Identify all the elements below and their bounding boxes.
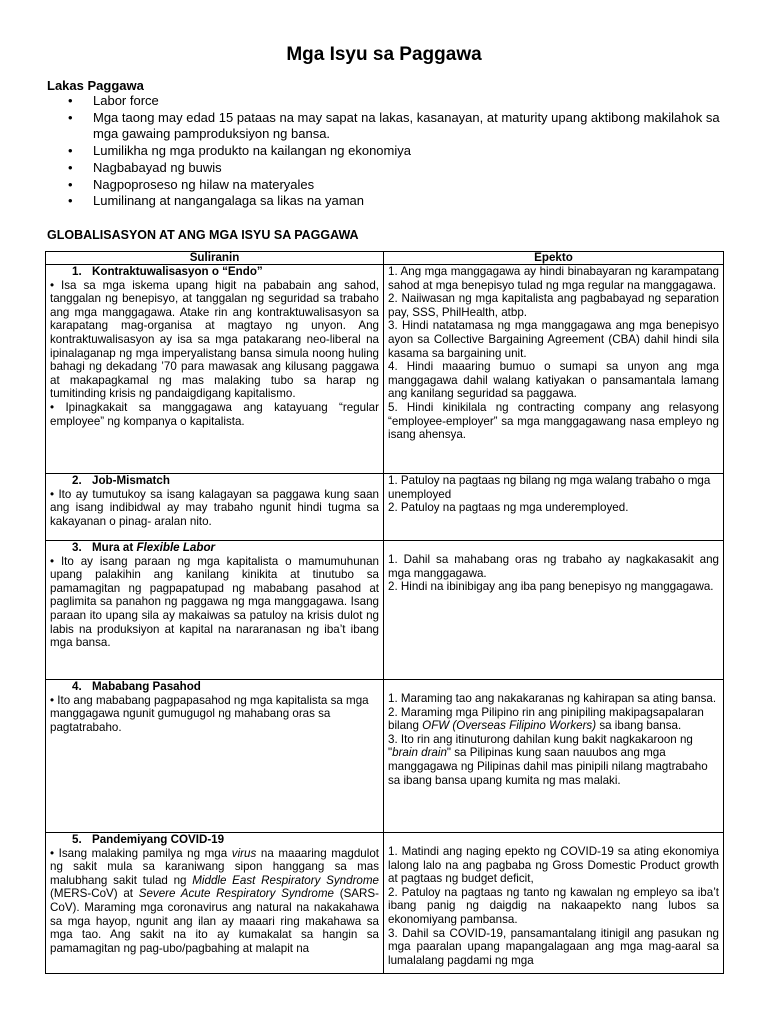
epekto-item: 2. Maraming mga Pilipino rin ang pinipiling makipagsapalaran bilang OFW (Overseas Filipino Workers) sa ibang bansa. [388, 705, 704, 733]
section-heading: GLOBALISASYON AT ANG MGA ISYU SA PAGGAWA [47, 228, 359, 242]
list-item: • Nagpoproseso ng hilaw na materyales [47, 177, 727, 194]
list-item: • Lumilinang at nangangalaga sa likas na yaman [47, 193, 727, 210]
epekto-item: 1. Dahil sa mahabang oras ng trabaho ay nagkakasakit ang mga manggagawa. [388, 553, 719, 580]
epekto-item: 1. Ang mga manggagawa ay hindi binabayaran ng karampatang sahod at mga benepisyo tulad ng mga regular na manggagawa. [388, 265, 719, 292]
epekto-item: 3. Hindi natatamasa ng mga manggagawa ang mga benepisyo ayon sa Collective Bargaining Agreement (CBA) dahil hindi sila kasama sa bargaining unit. [388, 319, 719, 360]
epekto-item: 3. Dahil sa COVID-19, pansamantalang itinigil ang pasukan ng mga paaralan upang mapangalagaan ang mga mag-aaral sa lumalalang pagdami ng mga [388, 926, 719, 967]
row-title: 2. Job-Mismatch [72, 474, 170, 487]
row-title: 5. Pandemiyang COVID-19 [72, 833, 225, 846]
epekto-item: 2. Naiiwasan ng mga kapitalista ang pagbabayad ng separation pay, SSS, PhilHealth, atbp. [388, 292, 719, 319]
issues-table [45, 251, 724, 974]
suliranin-text: • Isang malaking pamilya ng mga virus na maaaring magdulot ng sakit mula sa karaniwang sipon hanggang sa mas malubhang sakit tulad ng Middle East Respiratory Syndrome (MERS-CoV) at Severe Acute Respiratory Syndrome (SARS-CoV). Maraming mga coronavirus ang natural na nakakahawa sa mga hayop, ngunit ang ilan ay maaari ring makahawa sa mga tao. Ang sakit na ito ay kumakalat sa hangin sa pamamagitan ng pag-ubo/pagbahing at malapit na [50, 846, 379, 955]
epekto-item: 1. Matindi ang naging epekto ng COVID-19 sa ating ekonomiya lalong lalo na ang pagbaba ng Gross Domestic Product growth at pagtaas ng budget deficit, [388, 845, 719, 886]
suliranin-cell [46, 833, 384, 974]
table-row [46, 680, 724, 833]
lakas-paggawa-heading: Lakas Paggawa [47, 78, 144, 93]
suliranin-cell [46, 541, 384, 680]
row-title: 4. Mababang Pasahod [72, 680, 201, 693]
table-row [46, 474, 724, 541]
epekto-item: 2. Hindi na ibinibigay ang iba pang benepisyo ng manggagawa. [388, 580, 714, 594]
epekto-cell [384, 680, 724, 833]
list-item: • Lumilikha ng mga produkto na kailangan ng ekonomiya [47, 143, 727, 160]
epekto-item: 2. Patuloy na pagtaas ng tanto ng kawalan ng empleyo sa iba’t ibang panig ng daigdig na nakaapekto nang lubos sa ekonomiyang pambansa. [388, 885, 719, 926]
epekto-item: 1. Patuloy na pagtaas ng bilang ng mga walang trabaho o mga unemployed [388, 474, 711, 501]
table-row [46, 833, 724, 974]
suliranin-cell [46, 265, 384, 474]
suliranin-text: • Isa sa mga iskema upang higit na pababain ang sahod, tanggalan ng benepisyo, at tanggalan ng seguridad sa trabaho ang mga manggagawa. Atake rin ang kontraktuwalisasyon sa karapatang mag-organisa at magtayo ng unyon. Ang kontraktuwalisasyon ay isa sa mga patakarang neo-liberal na ipinalaganap ng mga imperyalistang bansa simula noong huling bahagi ng dekadang ’70 para mawasak ang kilusang paggawa at makapagkamal ng mas malaking tubo sa harap ng tumitinding krisis ng pandaigdigang kapitalismo. [50, 278, 379, 401]
column-header-suliranin: Suliranin [46, 252, 384, 265]
epekto-item: 1. Maraming tao ang nakakaranas ng kahirapan sa ating bansa. [388, 692, 717, 705]
epekto-cell [384, 833, 724, 974]
table-row [46, 265, 724, 474]
column-header-epekto: Epekto [384, 252, 724, 265]
epekto-cell [384, 265, 724, 474]
suliranin-text: • Ito ay tumutukoy sa isang kalagayan sa paggawa kung saan ang isang indibidwal ay may trabaho ngunit hindi tugma sa kakayanan o pinag- aralan nito. [50, 487, 379, 528]
suliranin-text: • Ipinagkakait sa manggagawa ang katayuang “regular employee” ng kompanya o kapitalista. [50, 400, 379, 428]
list-item: • Nagbabayad ng buwis [47, 160, 727, 177]
table-row [46, 541, 724, 680]
list-item: • Labor force [47, 93, 727, 110]
list-item: • Mga taong may edad 15 pataas na may sapat na lakas, kasanayan, at maturity upang aktibong makilahok sa mga gawaing pamproduksiyon ng bansa. [47, 110, 727, 143]
suliranin-text: • Ito ang mababang pagpapasahod ng mga kapitalista sa mga manggagawa ngunit gumugugol ng mahabang oras sa pagtatrabaho. [50, 693, 369, 734]
epekto-item: 4. Hindi maaaring bumuo o sumapi sa unyon ang mga manggagawa dahil walang katiyakan o pansamantala lamang ang kanilang seguridad sa paggawa. [388, 360, 719, 401]
epekto-item: 3. Ito rin ang itinuturong dahilan kung bakit nagkakaroon ng "brain drain" sa Pilipinas kung saan nauubos ang mga manggagawa ng Pilipinas dahil mas pinipili nilang magtrabaho sa ibang bansa upang kumita ng mas malaki. [388, 732, 708, 787]
epekto-cell [384, 541, 724, 680]
suliranin-text: • Ito ay isang paraan ng mga kapitalista o mamumuhunan upang palakihin ang kanilang kinikita at tinutubo sa pamamagitan ng pagpapatupad ng mababang pasahod at paglimita sa panahon ng paggawa ng mga manggagawa. Isang paraan ito upang sila ay makaiwas sa patuloy na krisis dulot ng labis na produksiyon at kapital na nararanasan ng iba’t ibang mga bansa. [50, 554, 379, 650]
epekto-item: 2. Patuloy na pagtaas ng mga underemployed. [388, 501, 629, 515]
row-title: 3. Mura at Flexible Labor [72, 541, 216, 554]
page-title: Mga Isyu sa Paggawa [286, 44, 482, 65]
lakas-paggawa-list [47, 93, 727, 210]
suliranin-cell [46, 680, 384, 833]
epekto-item: 5. Hindi kinikilala ng contracting company ang relasyong “employee-employer” sa mga manggagawang nasa empleyo ng isang ahensya. [388, 400, 719, 442]
epekto-cell [384, 474, 724, 541]
table-header-row [46, 252, 724, 265]
suliranin-cell [46, 474, 384, 541]
row-title: 1. Kontraktuwalisasyon o “Endo” [72, 265, 263, 278]
